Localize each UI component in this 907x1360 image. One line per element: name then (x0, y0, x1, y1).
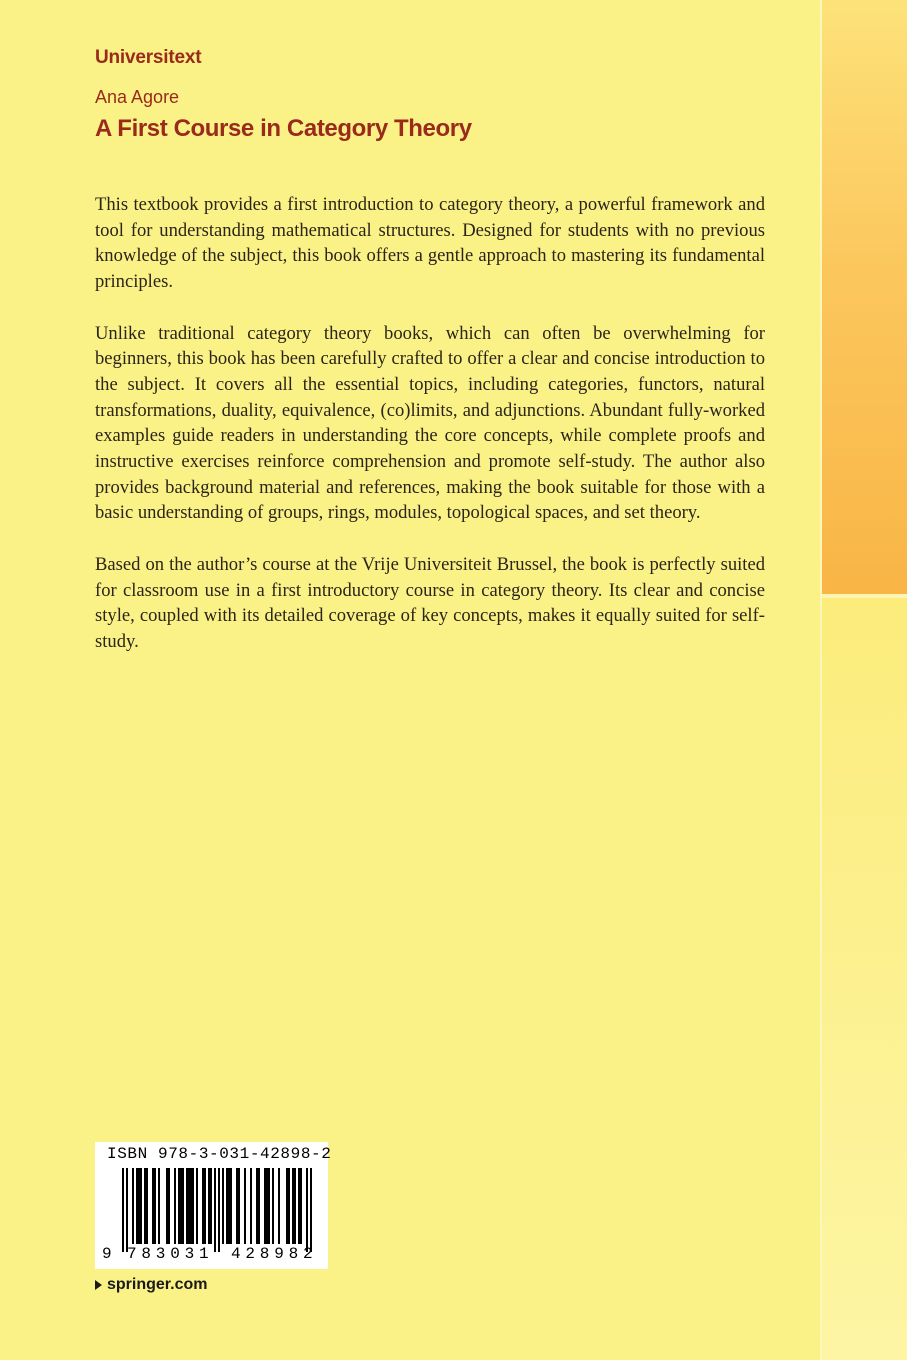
barcode (95, 1142, 332, 1269)
barcode-bar (178, 1168, 184, 1244)
barcode-bar (158, 1168, 160, 1244)
barcode-bar (250, 1168, 252, 1244)
series-name: Universitext (95, 47, 202, 68)
barcode-digit-lead: 9 (102, 1245, 113, 1263)
edge-band-top (822, 0, 907, 594)
edge-band-divider (820, 0, 822, 1360)
barcode-bar (126, 1168, 128, 1252)
author-name: Ana Agore (95, 87, 180, 107)
barcode-bar (166, 1168, 170, 1244)
barcode-bar (144, 1168, 148, 1244)
isbn-label: ISBN 978-3-031-42898-2 (107, 1145, 332, 1163)
edge-band-bottom (822, 598, 907, 1360)
barcode-bar (286, 1168, 290, 1244)
blurb-paragraph: Unlike traditional category theory books, which can often be overwhelming for beginners, this book has been carefully crafted to offer a clear and concise introduction to the subject. It covers all the essential topics, including categories, functors, natural transformations, duality, equivalence, (co)limits, and adjunctions. Abundant fully-worked examples guide readers in understanding the core concepts, while complete proofs and instructive exercises reinforce comprehension and promote self-study. The author also provides background material and references, making the book suitable for those with a basic understanding of groups, rings, modules, topological spaces, and set theory. (95, 322, 765, 524)
blurb (95, 192, 765, 680)
barcode-bar (174, 1168, 176, 1244)
barcode-bar (186, 1168, 194, 1244)
barcode-bar (292, 1168, 296, 1244)
barcode-bar (218, 1168, 220, 1252)
barcode-bar (196, 1168, 198, 1244)
barcode-bar (122, 1168, 124, 1252)
barcode-digits (102, 1245, 331, 1263)
barcode-bar (214, 1168, 216, 1252)
barcode-bar (310, 1168, 312, 1252)
barcode-bar (152, 1168, 156, 1244)
barcode-bar (298, 1168, 302, 1244)
blurb-paragraph: This textbook provides a first introduction to category theory, a powerful framework and tool for understanding mathematical structures. Designed for students with no previous knowledge of the subject, this book offers a gentle approach to mastering its fundamental principles. (95, 194, 765, 293)
barcode-digit-right: 428982 (231, 1245, 318, 1263)
book-title: A First Course in Category Theory (95, 115, 472, 142)
barcode-digit-left: 783031 (127, 1245, 214, 1263)
barcode-bar (132, 1168, 134, 1244)
barcode-bar (226, 1168, 232, 1244)
barcode-bar (244, 1168, 246, 1244)
barcode-bar (208, 1168, 212, 1244)
barcode-bar (136, 1168, 142, 1244)
blurb-paragraph: Based on the author’s course at the Vrije Universiteit Brussel, the book is perfectly suited for classroom use in a first introductory course in category theory. Its clear and concise style, coupled with its detailed coverage of key concepts, makes it equally suited for self-study. (95, 553, 765, 652)
barcode-bar (306, 1168, 308, 1252)
triangle-right-icon (95, 1280, 102, 1290)
barcode-bar (264, 1168, 270, 1244)
barcode-bar (202, 1168, 206, 1244)
barcode-bar (236, 1168, 240, 1244)
barcode-bar (272, 1168, 274, 1244)
barcode-bar (222, 1168, 224, 1244)
publisher-url: springer.com (107, 1276, 208, 1293)
barcode-bar (278, 1168, 280, 1244)
barcode-bar (256, 1168, 260, 1244)
publisher-link[interactable] (95, 1276, 207, 1294)
